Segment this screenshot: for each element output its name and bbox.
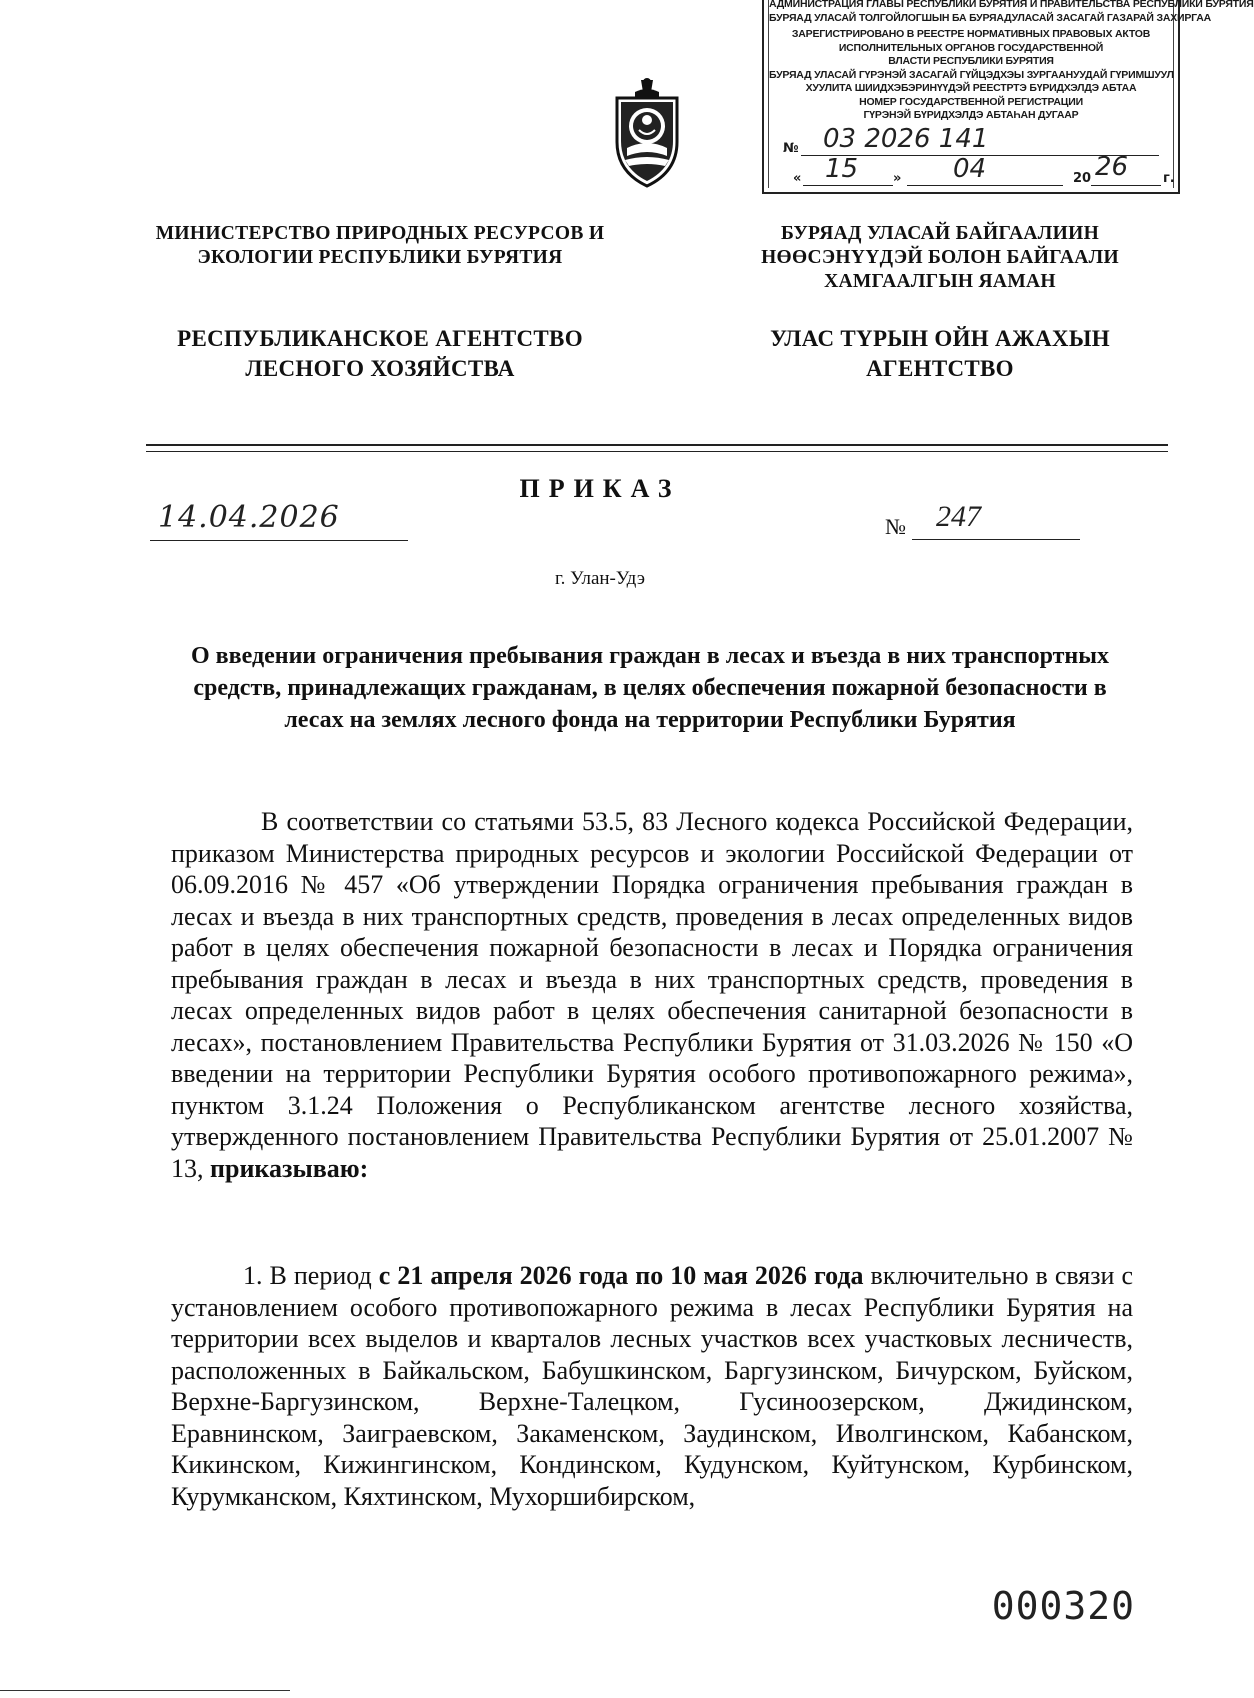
stamp-line: БУРЯАД УЛАСАЙ ТОЛГОЙЛОГШЫН БА БУРЯАДУЛАСАЙ ЗАСАГАЙ ГАЗАРАЙ ЗАХИРГАА	[769, 11, 1212, 24]
ministry-name-ru: МИНИСТЕРСТВО ПРИРОДНЫХ РЕСУРСОВ И ЭКОЛОГИИ РЕСПУБЛИКИ БУРЯТИЯ	[155, 223, 605, 268]
stamp-line: ХУУЛИТА ШИИДХЭБЭРИНҮҮДЭЙ РЕЕСТРТЭ БҮРИДХЭЛДЭ АБТАА	[805, 82, 1137, 94]
stamp-year-prefix: 20	[1073, 171, 1092, 186]
order-number-label: №	[885, 514, 906, 539]
document-serial-number: 000320	[991, 1584, 1135, 1628]
coat-of-arms-icon	[605, 76, 689, 190]
header-divider	[146, 444, 1168, 446]
order-number: 247	[912, 500, 1080, 540]
stamp-open-quote: «	[793, 171, 802, 186]
stamp-line: АДМИНИСТРАЦИЯ ГЛАВЫ РЕСПУБЛИКИ БУРЯТИЯ И ПРАВИТЕЛЬСТВА РЕСПУБЛИКИ БУРЯТИЯ	[769, 0, 1254, 10]
stamp-line: БУРЯАД УЛАСАЙ ГҮРЭНЭЙ ЗАСАГАЙ ГҮЙЦЭДХЭЫ ЗУРГААНУУДАЙ ГҮРИМШУУЛ	[769, 68, 1174, 81]
stamp-line: ИСПОЛНИТЕЛЬНЫХ ОРГАНОВ ГОСУДАРСТВЕННОЙ	[838, 41, 1104, 54]
order-city: г. Улан-Удэ	[555, 568, 645, 589]
stamp-year-suffix: 26	[1095, 152, 1129, 182]
item-1-prefix: 1. В период	[243, 1261, 372, 1290]
order-date: 14.04.2026	[150, 500, 408, 541]
item-1-paragraph	[171, 1260, 1133, 1512]
stamp-line: ЗАРЕГИСТРИРОВАНО В РЕЕСТРЕ НОРМАТИВНЫХ ПРАВОВЫХ АКТОВ	[791, 28, 1151, 40]
stamp-underline	[803, 185, 893, 186]
ministry-name-bua: БУРЯАД УЛАСАЙ БАЙГААЛИИН НӨӨСЭНҮҮДЭЙ БОЛОН БАЙГААЛИ ХАМГААЛГЫН ЯАМАН	[761, 223, 1119, 292]
stamp-line: ВЛАСТИ РЕСПУБЛИКИ БУРЯТИЯ	[888, 55, 1054, 67]
agency-name-bua: УЛАС ТҮРЫН ОЙН АЖАХЫН АГЕНТСТВО	[770, 326, 1110, 381]
preamble-text: В соответствии со статьями 53.5, 83 Лесного кодекса Российской Федерации, приказом Министерства природных ресурсов и экологии Российской Федерации от 06.09.2016 № 457 «Об утверждении Порядка ограничения пребывания граждан в лесах и въезда в них транспортных средств, проведения в лесах определенных видов работ в целях обеспечения пожарной безопасности в лесах и Порядка ограничения пребывания граждан в лесах и въезда в них транспортных средств, проведения в лесах определенных видов работ в целях обеспечения санитарной безопасности в лесах», постановлением Правительства Республики Бурятия от 31.03.2026 № 150 «О введении на территории Республики Бурятия особого противопожарного режима», пунктом 3.1.24 Положения о Республиканском агентстве лесного хозяйства, утвержденного постановлением Правительства Республики Бурятия от 25.01.2007 № 13,	[171, 807, 1133, 1183]
stamp-day: 15	[825, 154, 859, 184]
stamp-line: НОМЕР ГОСУДАРСТВЕННОЙ РЕГИСТРАЦИИ	[859, 95, 1083, 108]
bottom-margin-line	[0, 1690, 290, 1691]
header-divider-thin	[146, 451, 1168, 452]
order-title: ПРИКАЗ	[519, 474, 681, 503]
stamp-month: 04	[953, 154, 987, 184]
preamble-paragraph	[171, 806, 1133, 1184]
stamp-close-quote: »	[893, 171, 902, 186]
agency-name-ru: РЕСПУБЛИКАНСКОЕ АГЕНТСТВО ЛЕСНОГО ХОЗЯЙСТВА	[177, 326, 583, 381]
registration-stamp	[762, 0, 1254, 194]
item-1-period: с 21 апреля 2026 года по 10 мая 2026 года	[378, 1261, 864, 1290]
stamp-reg-number: 03 2026 141	[823, 124, 989, 154]
order-subject: О введении ограничения пребывания граждан в лесах и въезда в них транспортных средств, принадлежащих гражданам, в целях обеспечения пожарной безопасности в лесах на землях лесного фонда на территории Республики Бурятия	[191, 643, 1109, 733]
item-1-text: включительно в связи с установлением особого противопожарного режима в лесах Республики Бурятия на территории всех выделов и кварталов лесных участков всех участковых лесничеств, расположенных в Байкальском, Бабушкинском, Баргузинском, Бичурском, Буйском, Верхне-Баргузинском, Верхне-Талецком, Гусиноозерском, Джидинском, Еравнинском, Заиграевском, Закаменском, Заудинском, Иволгинском, Кабанском, Кикинском, Кижингинском, Кондинском, Кудунском, Куйтунском, Курбинском, Курумканском, Кяхтинском, Мухоршибирском,	[171, 1261, 1134, 1511]
stamp-line: ГҮРЭНЭЙ БҮРИДХЭЛДЭ АБТАҺАН ДУГААР	[863, 109, 1079, 121]
stamp-underline	[1091, 185, 1161, 186]
preamble-bold-end: приказываю:	[210, 1153, 369, 1183]
stamp-no-label: №	[783, 141, 799, 156]
stamp-year-end: г.	[1163, 171, 1175, 186]
stamp-underline	[907, 185, 1063, 186]
stamp-date-row	[783, 152, 1175, 188]
